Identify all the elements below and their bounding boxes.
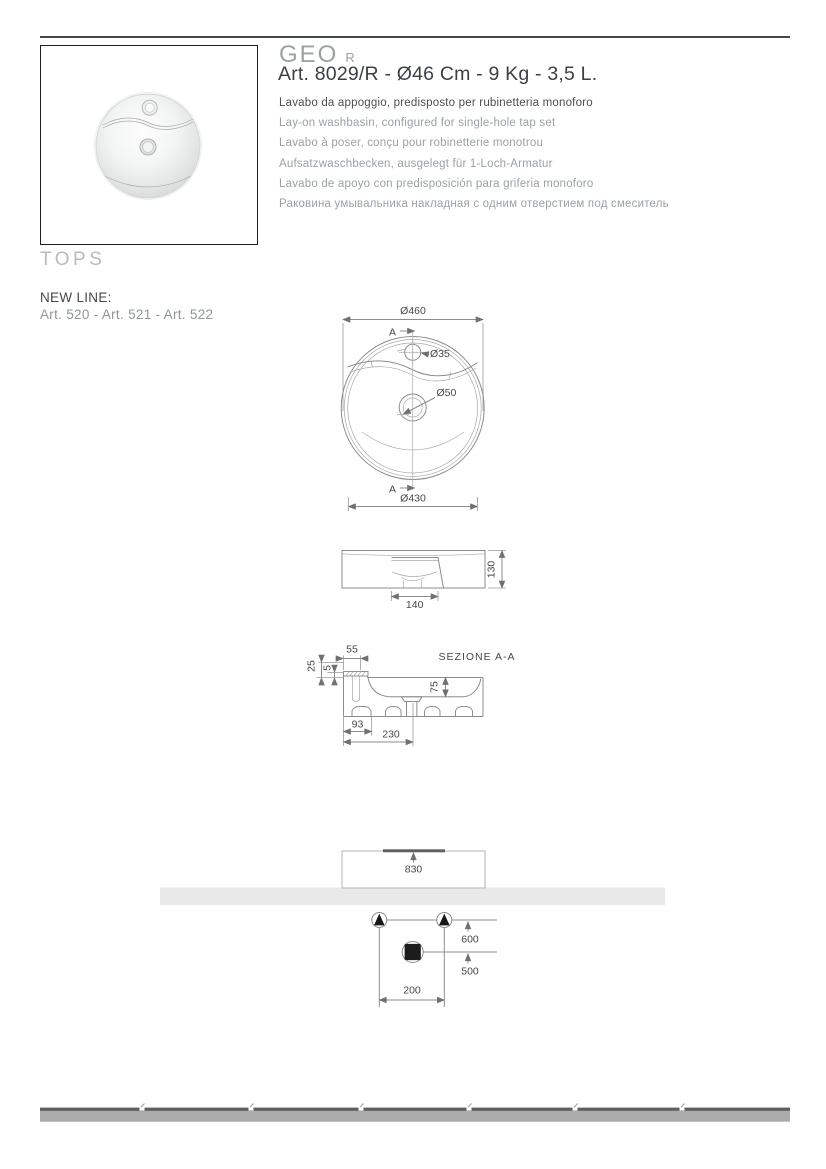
- description-fr: Lavabo à poser, conçu pour robinetterie monotrou: [279, 137, 544, 150]
- footer-bar-body: [40, 1110, 790, 1121]
- top-view-drawing: [341, 305, 484, 511]
- side-view-drawing: [342, 551, 506, 612]
- dim-outer-diameter: Ø460: [400, 305, 426, 317]
- dim-drain-distance: 230: [382, 728, 400, 741]
- section-marker-bottom: A: [388, 483, 396, 496]
- dim-supply-spacing: 200: [403, 984, 421, 997]
- article-title: Art. 8029/R - Ø46 Cm - 9 Kg - 3,5 L.: [278, 63, 598, 85]
- dim-deck-width: 55: [346, 643, 358, 656]
- dim-supply-height: 600: [461, 933, 479, 946]
- dim-bowl-depth: 75: [428, 681, 441, 693]
- dim-lip-height: 5: [321, 665, 334, 671]
- dim-drain-height: 500: [461, 965, 479, 978]
- dim-height: 130: [485, 560, 498, 579]
- section-marker-top: A: [388, 326, 396, 339]
- dim-tap-hole: Ø35: [430, 348, 450, 360]
- description-en: Lay-on washbasin, configured for single-hole tap set: [279, 117, 556, 130]
- description-es: Lavabo de apoyo con predisposición para griferia monoforo: [279, 177, 594, 190]
- dim-base-inset: 93: [351, 718, 364, 731]
- new-line-articles: Art. 520 - Art. 521 - Art. 522: [40, 307, 214, 322]
- section-title: SEZIONE A-A: [438, 651, 516, 663]
- dim-rim-height: 25: [305, 660, 318, 672]
- top-rule: [40, 36, 790, 38]
- new-line-title: NEW LINE:: [40, 290, 112, 305]
- description-de: Aufsatzwaschbecken, ausgelegt für 1-Loch-Armatur: [279, 157, 553, 170]
- counter-edge: [383, 849, 445, 852]
- installation-drawing: [160, 849, 665, 1007]
- series-name: GEO: [279, 41, 339, 68]
- description-ru: Раковина умывальника накладная с одним отверстием под смеситель: [279, 198, 669, 211]
- footer-bar: [40, 1104, 790, 1122]
- section-view-drawing: [306, 644, 516, 747]
- dim-base-diameter: Ø430: [400, 492, 426, 505]
- dim-base-width: 140: [405, 599, 424, 611]
- dim-drain: Ø50: [436, 387, 457, 399]
- wall-band: [160, 888, 665, 906]
- category-label: TOPS: [40, 249, 106, 270]
- drain-square-icon: [405, 944, 421, 960]
- dim-counter-height: 830: [404, 863, 423, 876]
- series-variant: R: [345, 50, 356, 65]
- description-it: Lavabo da appoggio, predisposto per rubinetteria monoforo: [279, 97, 593, 109]
